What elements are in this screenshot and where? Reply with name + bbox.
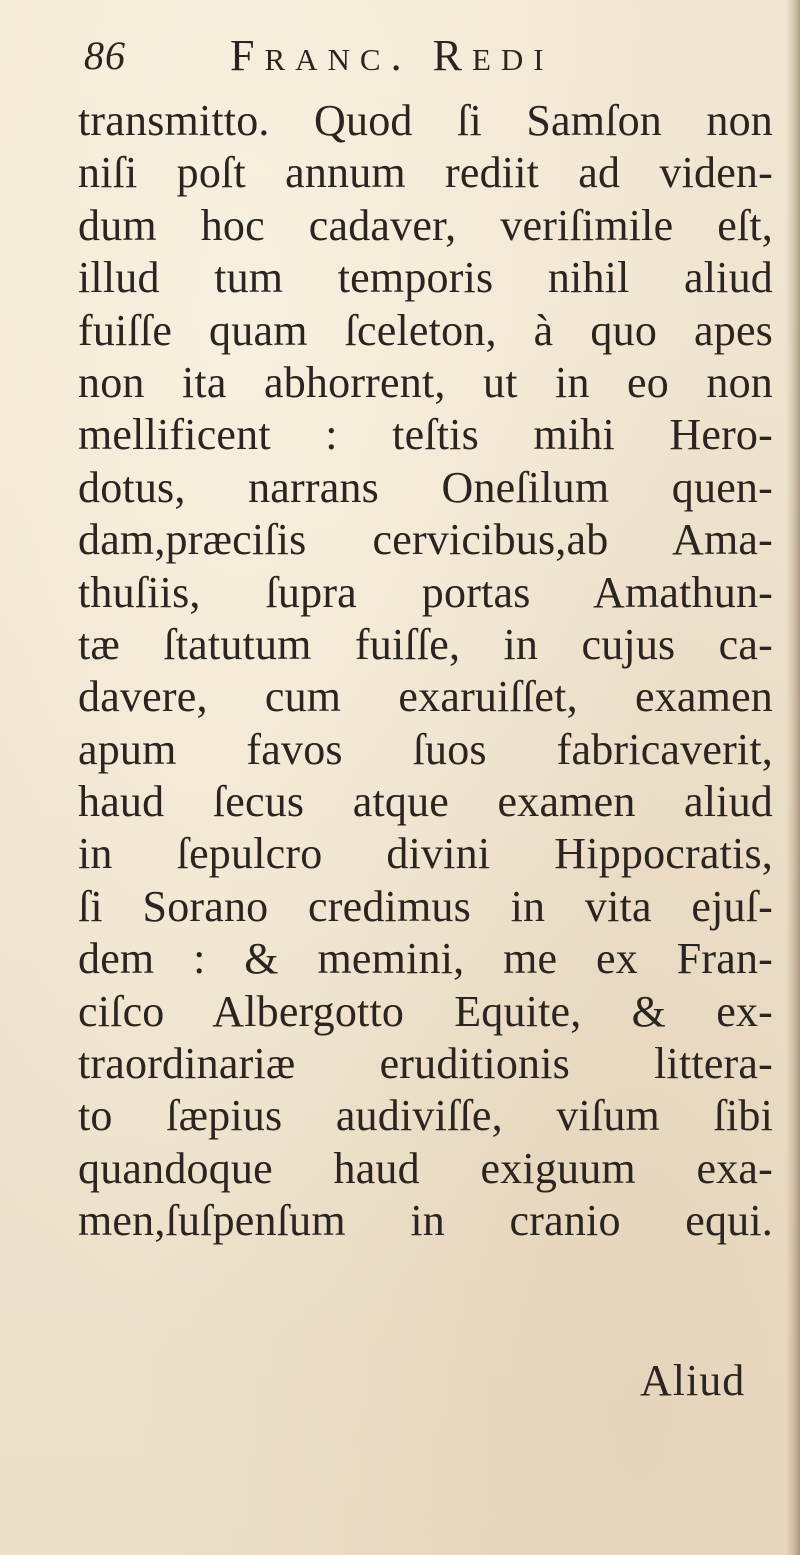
body-text <box>78 95 778 1248</box>
text-line: thuſiis, ſupra portas Amathun- <box>78 567 773 617</box>
text-line: niſi poſt annum rediit ad viden- <box>78 148 773 198</box>
text-line: to ſæpius audiviſſe, viſum ſibi <box>78 1091 773 1141</box>
text-line: haud ſecus atque examen aliud <box>78 777 773 827</box>
text-line: tæ ſtatutum fuiſſe, in cujus ca- <box>78 619 773 669</box>
text-line: dem : & memini, me ex Fran- <box>78 934 773 984</box>
text-line: transmitto. Quod ſi Samſon non <box>78 96 773 145</box>
text-line: fuiſſe quam ſceleton, à quo apes <box>78 305 773 355</box>
catchword: Aliud <box>640 1356 746 1405</box>
text-line: dum hoc cadaver, veriſimile eſt, <box>78 200 773 250</box>
text-line: men,ſuſpenſum in cranio equi. <box>78 1196 773 1246</box>
text-line: davere, cum exaruiſſet, examen <box>78 672 773 722</box>
text-line: quandoque haud exiguum exa- <box>78 1143 773 1193</box>
page-edge-shadow <box>786 0 800 1555</box>
text-line: in ſepulcro divini Hippocratis, <box>78 829 773 879</box>
text-line: mellificent : teſtis mihi Hero- <box>78 410 773 460</box>
running-title: Franc. Redi <box>230 31 554 80</box>
text-line: ſi Sorano credimus in vita ejuſ- <box>78 881 773 931</box>
page-number: 86 <box>84 33 126 78</box>
text-line: apum favos ſuos fabricaverit, <box>78 724 773 774</box>
text-line: ciſco Albergotto Equite, & ex- <box>78 986 773 1036</box>
text-line: dotus, narrans Oneſilum quen- <box>78 462 773 512</box>
running-head <box>84 30 764 90</box>
text-line: dam,præciſis cervicibus,ab Ama- <box>78 515 773 565</box>
text-line: non ita abhorrent, ut in eo non <box>78 357 773 407</box>
text-line: illud tum temporis nihil aliud <box>78 253 773 303</box>
text-line: traordinariæ eruditionis littera- <box>78 1039 773 1089</box>
